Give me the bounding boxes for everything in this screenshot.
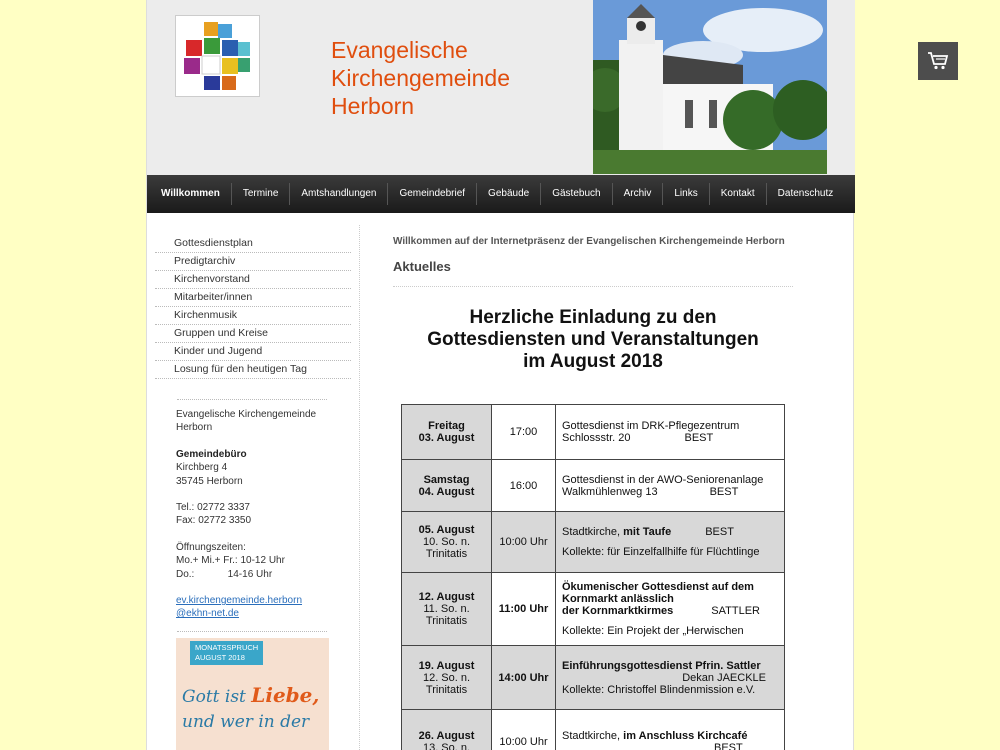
nav-item-termine[interactable]: Termine	[232, 183, 291, 205]
contact-office-label: Gemeindebüro	[176, 448, 247, 460]
site-title-line: Herborn	[331, 93, 415, 119]
nav-item-amtshandlungen[interactable]: Amtshandlungen	[290, 183, 388, 205]
event-time: 14:00 Uhr	[492, 646, 556, 710]
contact-city: 35745 Herborn	[176, 475, 243, 487]
table-row	[402, 710, 785, 750]
banner-text: Gott ist Liebe, und wer in der	[182, 683, 320, 732]
event-description: Gottesdienst in der AWO-Seniorenanlage Walkmühlenweg 13 BEST	[556, 460, 785, 512]
nav-item-gemeindebrief[interactable]: Gemeindebrief	[388, 183, 477, 205]
site-title[interactable]	[331, 36, 561, 120]
event-description: Ökumenischer Gottesdienst auf dem Kornmarkt anlässlich der Kornmarktkirmes SATTLER Kollekte: Ein Projekt der „Herwischen	[556, 573, 785, 646]
flyer-title-line: Gottesdiensten und Veranstaltungen	[427, 329, 759, 350]
table-row	[402, 646, 785, 710]
nav-item-gaestebuch[interactable]: Gästebuch	[541, 183, 612, 205]
nav-item-gebaeude[interactable]: Gebäude	[477, 183, 541, 205]
events-table	[401, 404, 785, 750]
sidebar-item-mitarbeiter[interactable]: Mitarbeiter/innen	[155, 289, 351, 307]
flyer-title-line: im August 2018	[523, 351, 663, 372]
church-photo	[593, 0, 827, 174]
event-description: Stadtkirche, mit Taufe BEST Kollekte: für Einzelfallhilfe für Flüchtlinge	[556, 512, 785, 573]
table-row	[402, 460, 785, 512]
nav-item-links[interactable]: Links	[663, 183, 709, 205]
contact-org: Herborn	[176, 422, 213, 434]
flyer-title-line: Herzliche Einladung zu den	[469, 307, 717, 328]
table-row	[402, 512, 785, 573]
contact-hours: Do.: 14-16 Uhr	[176, 568, 273, 580]
section-title: Aktuelles	[393, 259, 793, 287]
contact-hours: Mo.+ Mi.+ Fr.: 10-12 Uhr	[176, 555, 285, 567]
main-nav	[147, 175, 855, 213]
event-date: 12. August 11. So. n. Trinitatis	[402, 573, 492, 646]
contact-tel: Tel.: 02772 3337	[176, 502, 250, 514]
sidebar-item-kirchenmusik[interactable]: Kirchenmusik	[155, 307, 351, 325]
nav-item-archiv[interactable]: Archiv	[613, 183, 664, 205]
event-date: 19. August 12. So. n. Trinitatis	[402, 646, 492, 710]
sidebar-item-predigtarchiv[interactable]: Predigtarchiv	[155, 253, 351, 271]
contact-fax: Fax: 02772 3350	[176, 515, 252, 527]
event-time: 17:00	[492, 405, 556, 460]
banner-tag: MONATSSPRUCH AUGUST 2018	[190, 641, 263, 665]
sidebar-item-losung[interactable]: Losung für den heutigen Tag	[155, 361, 351, 379]
table-row	[402, 405, 785, 460]
sidebar	[155, 235, 351, 632]
sidebar-item-kirchenvorstand[interactable]: Kirchenvorstand	[155, 271, 351, 289]
church-logo[interactable]	[175, 15, 260, 97]
event-time: 10:00 Uhr	[492, 710, 556, 750]
site-title-line: Evangelische	[331, 37, 468, 63]
contact-street: Kirchberg 4	[176, 462, 228, 474]
event-description: Einführungsgottesdienst Pfrin. Sattler Dekan JAECKLE Kollekte: Christoffel Blindenmission e.V.	[556, 646, 785, 710]
contact-box	[176, 408, 351, 621]
monatsspruch-banner[interactable]	[176, 638, 329, 750]
event-time: 11:00 Uhr	[492, 573, 556, 646]
event-time: 16:00	[492, 460, 556, 512]
event-description: Gottesdienst im DRK-Pflegezentrum Schlossstr. 20 BEST	[556, 405, 785, 460]
contact-email-link[interactable]: ev.kirchengemeinde.herborn	[176, 595, 303, 607]
event-date: Samstag 04. August	[402, 460, 492, 512]
flyer-title	[393, 307, 793, 373]
nav-item-kontakt[interactable]: Kontakt	[710, 183, 767, 205]
sidebar-item-gottesdienstplan[interactable]: Gottesdienstplan	[155, 235, 351, 253]
sidebar-item-gruppen[interactable]: Gruppen und Kreise	[155, 325, 351, 343]
contact-email-link[interactable]: @ekhn-net.de	[176, 608, 239, 620]
cart-button[interactable]	[918, 42, 958, 80]
event-date: 05. August 10. So. n. Trinitatis	[402, 512, 492, 573]
sidebar-divider	[177, 631, 327, 632]
sidebar-divider	[177, 399, 327, 400]
event-description: Stadtkirche, im Anschluss Kirchcafé BEST	[556, 710, 785, 750]
sidebar-item-kinder[interactable]: Kinder und Jugend	[155, 343, 351, 361]
contact-hours-label: Öffnungszeiten:	[176, 541, 246, 553]
column-divider	[359, 225, 360, 750]
contact-org: Evangelische Kirchengemeinde	[176, 409, 317, 420]
shopping-cart-icon	[927, 51, 949, 71]
main-content	[393, 236, 793, 750]
welcome-text: Willkommen auf der Internetpräsenz der Evangelischen Kirchengemeinde Herborn	[393, 236, 785, 247]
table-row	[402, 573, 785, 646]
event-time: 10:00 Uhr	[492, 512, 556, 573]
event-date: Freitag 03. August	[402, 405, 492, 460]
nav-item-datenschutz[interactable]: Datenschutz	[777, 188, 834, 199]
nav-item-willkommen[interactable]: Willkommen	[150, 183, 232, 205]
event-date: 26. August 13. So. n.	[402, 710, 492, 750]
site-header	[147, 0, 855, 175]
site-title-line: Kirchengemeinde	[331, 65, 511, 91]
